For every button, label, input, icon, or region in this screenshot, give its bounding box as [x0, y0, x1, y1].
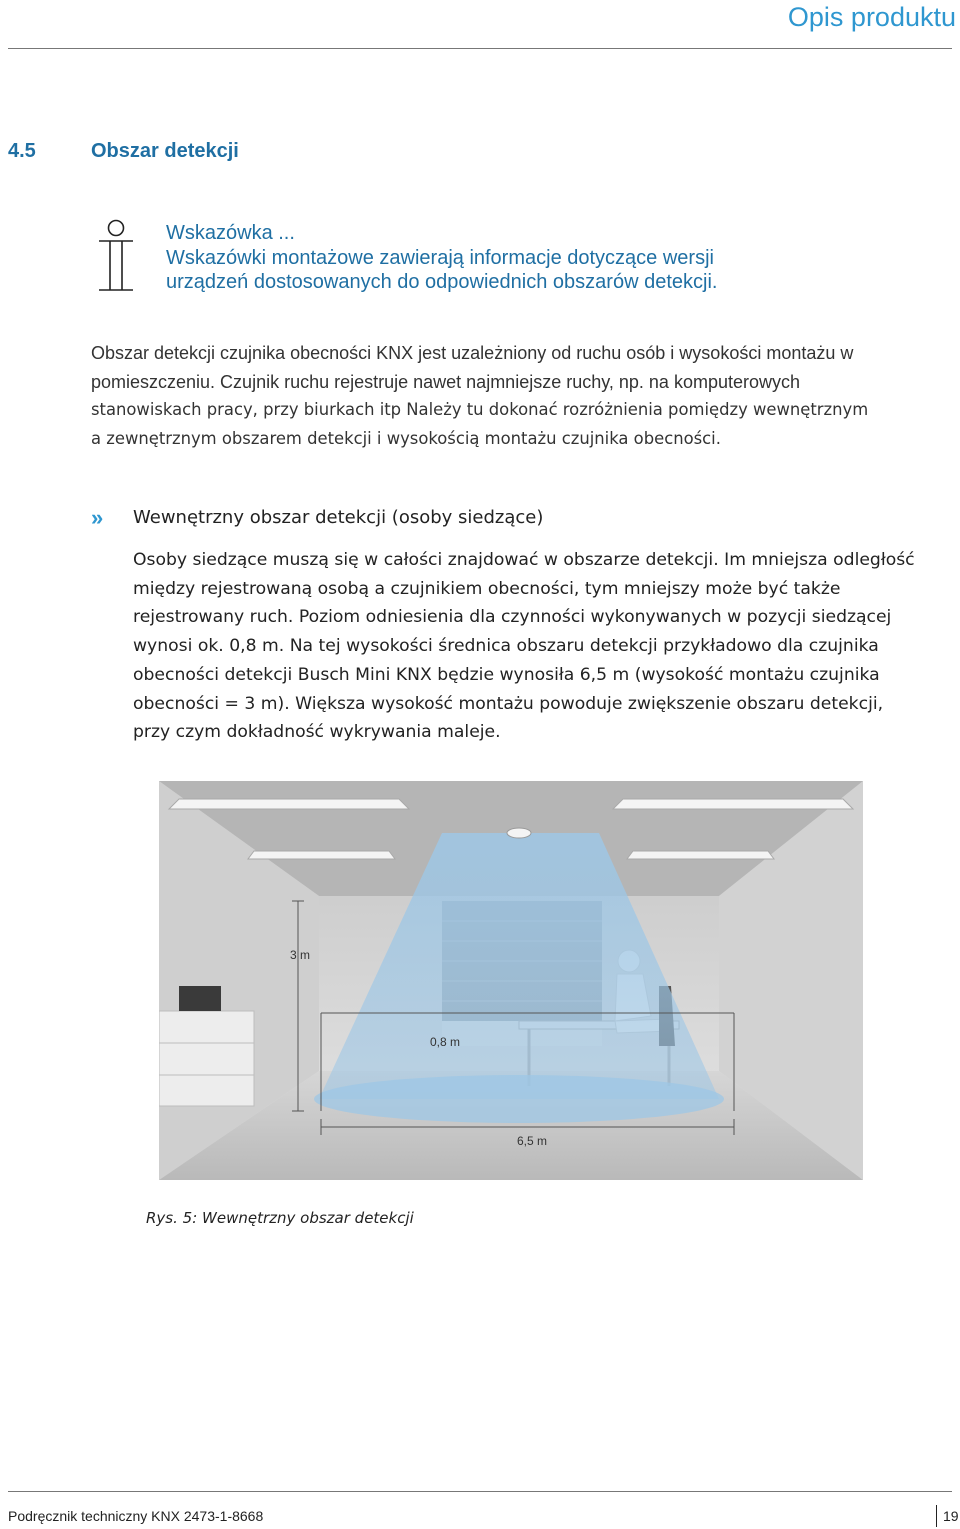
info-person-icon [96, 219, 136, 293]
bullet-marker: » [91, 505, 104, 530]
detection-floor-area [314, 1075, 724, 1123]
footer-title: Podręcznik techniczny KNX 2473-1-8668 [8, 1508, 264, 1524]
footer-divider [8, 1491, 952, 1492]
binders [179, 986, 221, 1011]
bullet-line: Osoby siedzące muszą się w całości znajdować w obszarze detekcji. Im mniejsza odległość [133, 550, 915, 570]
cabinet [159, 1011, 254, 1106]
intro-line: stanowiskach pracy, przy biurkach itp Należy tu dokonać rozróżnienia pomiędzy wewnętrznym [91, 400, 869, 419]
bullet-line: obecności = 3 m). Większa wysokość montażu powoduje zwiększenie obszaru detekcji, [133, 693, 884, 714]
bullet-line: między rejestrowaną osobą a czujnikiem obecności, tym mniejszy może być także [133, 578, 841, 599]
intro-line: Obszar detekcji czujnika obecności KNX jest uzależniony od ruchu osób i wysokości montażu w [91, 343, 854, 363]
intro-line: pomieszczeniu. Czujnik ruchu rejestruje nawet najmniejsze ruchy, np. na komputerowych [91, 371, 800, 392]
section-heading [8, 140, 239, 163]
detection-area-figure [159, 781, 863, 1180]
bullet-line: przy czym dokładność wykrywania maleje. [133, 722, 501, 743]
reference-level-label: 0,8 m [430, 1035, 461, 1049]
section-title: Obszar detekcji [91, 140, 239, 162]
bullet-body [133, 546, 933, 747]
note-text [166, 246, 846, 294]
intro-line: a zewnętrznym obszarem detekcji i wysokością montażu czujnika obecności. [91, 428, 721, 448]
header-divider [8, 48, 952, 49]
bullet-line: rejestrowany ruch. Poziom odniesienia dla czynności wykonywanych w pozycji siedzącej [133, 607, 892, 628]
note-line: urządzeń dostosowanych do odpowiednich obszarów detekcji. [166, 271, 718, 293]
note-title: Wskazówka ... [166, 222, 295, 244]
intro-paragraph [91, 339, 941, 453]
header-title: Opis produktu [787, 2, 956, 32]
bullet-heading: Wewnętrzny obszar detekcji (osoby siedzące) [133, 507, 544, 528]
note-line: Wskazówki montażowe zawierają informacje dotyczące wersji [166, 247, 714, 269]
presence-sensor [507, 828, 531, 838]
figure-caption: Rys. 5: Wewnętrzny obszar detekcji [146, 1209, 414, 1227]
bullet-line: wynosi ok. 0,8 m. Na tej wysokości średnica obszaru detekcji przykładowo dla czujnika [133, 636, 879, 657]
diameter-label: 6,5 m [517, 1134, 548, 1148]
section-number: 4.5 [8, 140, 36, 162]
page-number: 19 [943, 1508, 959, 1524]
bullet-line: obecności detekcji Busch Mini KNX będzie wynosiła 6,5 m (wysokość montażu czujnika [133, 664, 880, 685]
height-label: 3 m [290, 948, 311, 962]
footer-separator [936, 1505, 937, 1527]
